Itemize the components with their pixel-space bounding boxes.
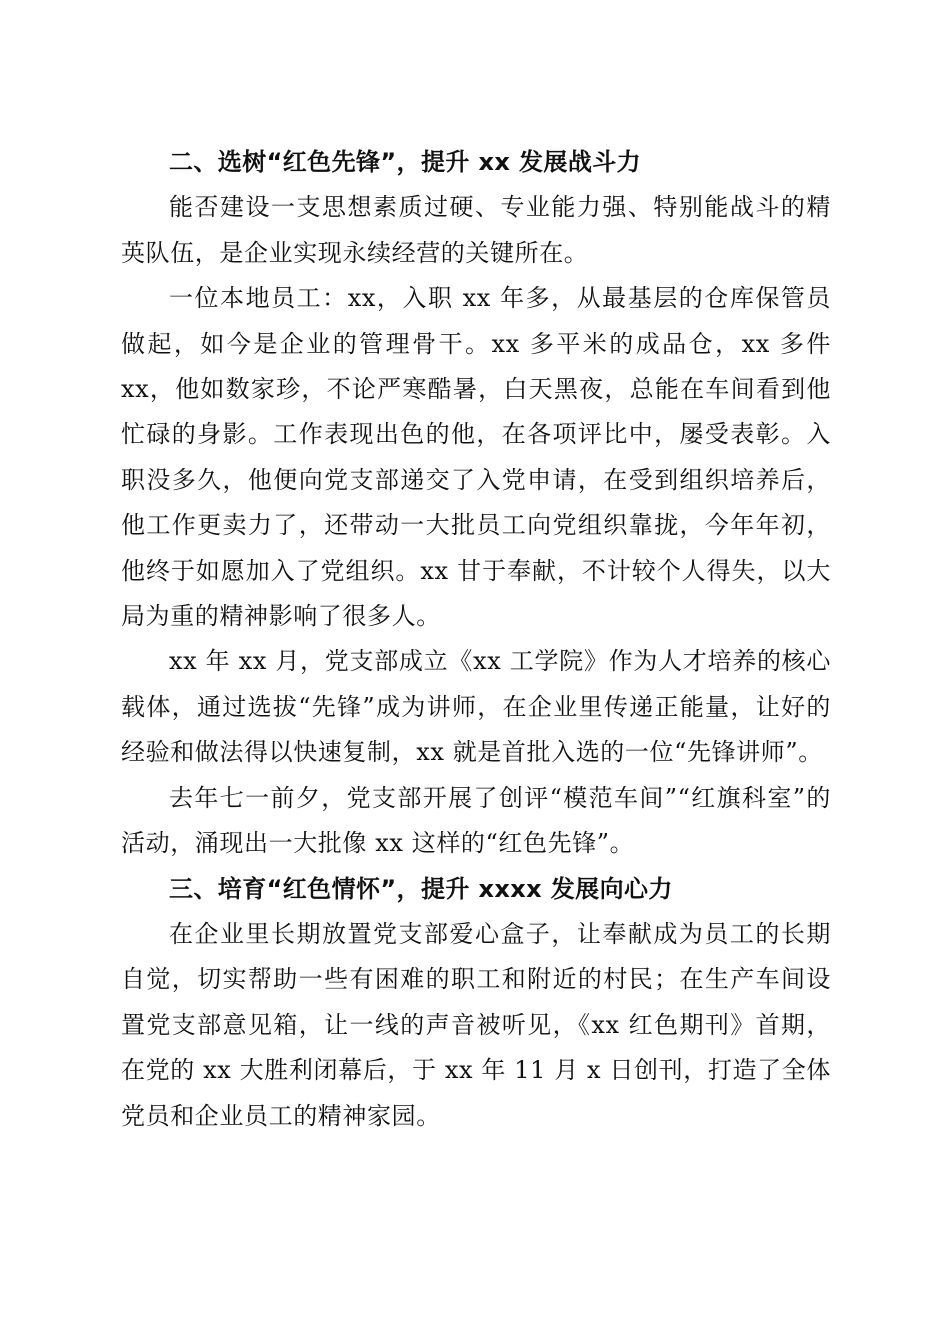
section-heading-3: 三、培育“红色情怀”，提升 xxxx 发展向心力 [169, 874, 673, 903]
paragraph: 在企业里长期放置党支部爱心盒子，让奉献成为员工的长期自觉，切实帮助一些有困难的职工和附近的村民；在生产车间设置党支部意见箱，让一线的声音被听见，《xx 红色期刊》首期，在党的 xx 大胜利闭幕后，于 xx 年 11 月 x 日创刊，打造了全体党员和企业员工的精神家园。 [121, 919, 831, 1130]
paragraph: 能否建设一支思想素质过硬、专业能力强、特别能战斗的精英队伍，是企业实现永续经营的关键所在。 [121, 193, 831, 267]
paragraph: 一位本地员工：xx，入职 xx 年多，从最基层的仓库保管员做起，如今是企业的管理骨干。xx 多平米的成品仓，xx 多件 xx，他如数家珍，不论严寒酷暑，白天黑夜，总能在车间看到他忙碌的身影。工作表现出色的他，在各项评比中，屡受表彰。入职没多久，他便向党支部递交了入党申请，在受到组织培养后，他工作更卖力了，还带动一大批员工向党组织靠拢，今年年初，他终于如愿加入了党组织。xx 甘于奉献，不计较个人得失，以大局为重的精神影响了很多人。 [121, 284, 831, 631]
paragraph: 去年七一前夕，党支部开展了创评“模范车间”“红旗科室”的活动，涌现出一大批像 xx 这样的“红色先锋”。 [121, 783, 831, 858]
document-body [121, 140, 831, 1139]
paragraph: xx 年 xx 月，党支部成立《xx 工学院》作为人才培养的核心载体，通过选拔“先锋”成为讲师，在企业里传递正能量，让好的经验和做法得以快速复制，xx 就是首批入选的一位“先锋讲师”。 [121, 647, 831, 767]
section-heading-2: 二、选树“红色先锋”，提升 xx 发展战斗力 [169, 148, 642, 176]
